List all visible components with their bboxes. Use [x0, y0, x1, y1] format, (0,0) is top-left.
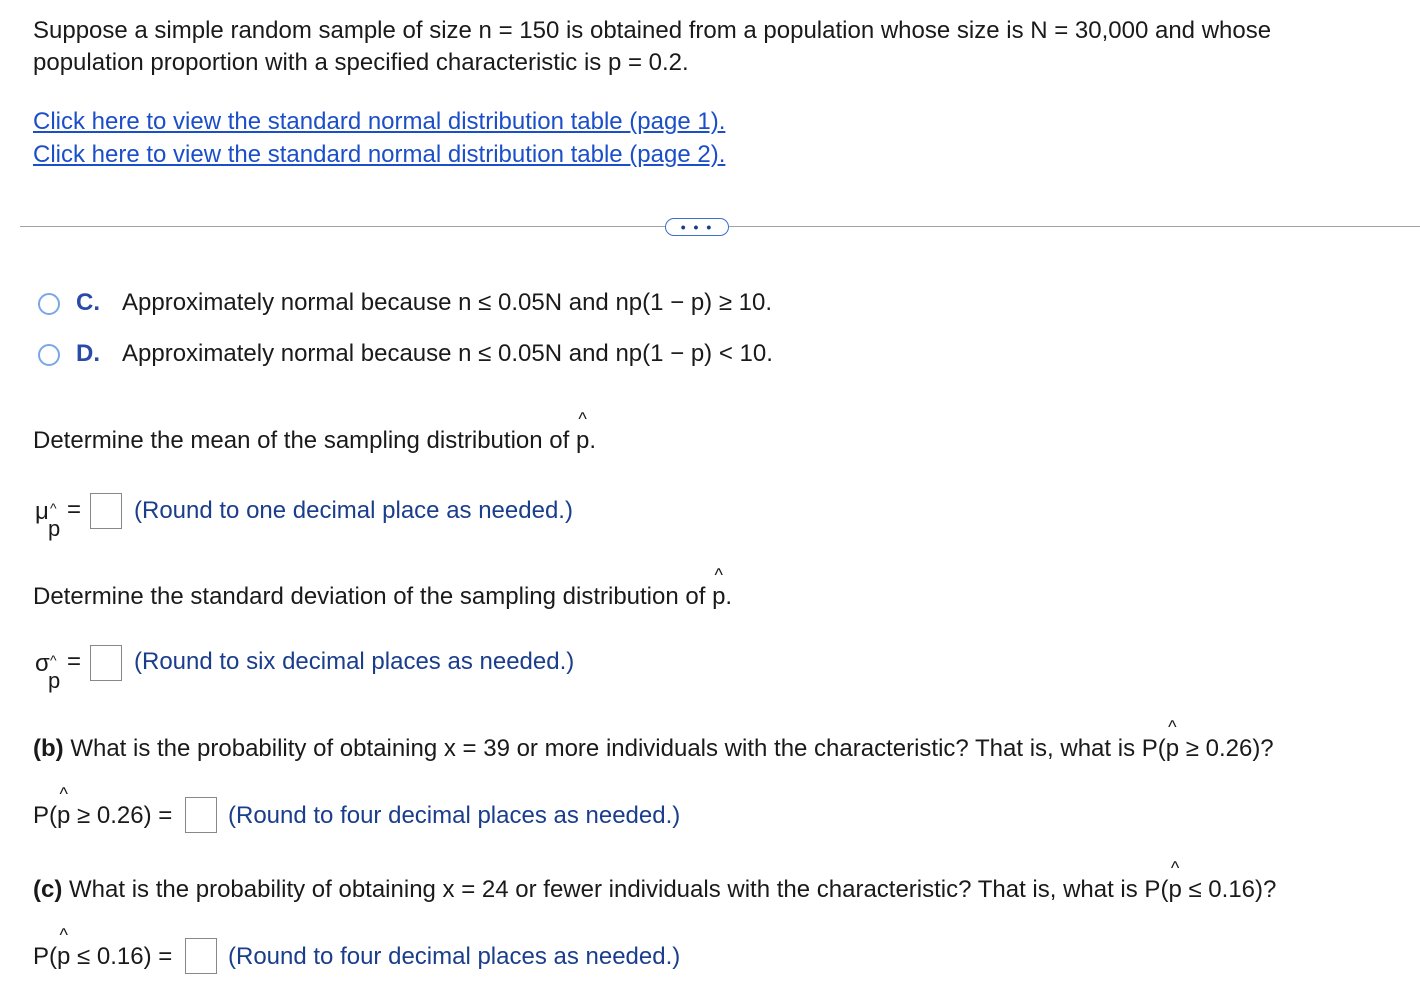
option-c-text: Approximately normal because n ≤ 0.05N and np(1 − p) ≥ 10.: [122, 289, 773, 316]
option-d-radio[interactable]: [38, 344, 60, 366]
option-d-text: Approximately normal because n ≤ 0.05N and np(1 − p) < 10.: [122, 340, 773, 367]
mean-symbol: μ ^ p =: [35, 496, 82, 541]
problem-statement-line1: Suppose a simple random sample of size n = 150 is obtained from a population whose size is N = 30,000 and whose: [33, 17, 1272, 44]
mean-hint: (Round to one decimal place as needed.): [134, 497, 573, 524]
part-c-answer-input[interactable]: [185, 938, 217, 974]
part-b-answer-input[interactable]: [185, 797, 217, 833]
option-c-letter: C.: [76, 289, 100, 316]
part-c-question: (c) What is the probability of obtaining x = 24 or fewer individuals with the characteristic? That is, what is P(^ p ≤ 0.16)?: [33, 874, 1276, 906]
mean-prompt: Determine the mean of the sampling distribution of ^ p.: [33, 425, 596, 457]
part-b-answer-label: P(^ p ≥ 0.26) =: [33, 800, 172, 832]
mean-answer-input[interactable]: [90, 493, 122, 529]
sd-answer-input[interactable]: [90, 645, 122, 681]
part-c-answer-label: P(^ p ≤ 0.16) =: [33, 941, 172, 973]
normal-table-page2-link[interactable]: Click here to view the standard normal distribution table (page 2).: [33, 141, 726, 168]
normal-table-page1-link[interactable]: Click here to view the standard normal distribution table (page 1).: [33, 108, 726, 135]
ellipsis-icon: • • •: [680, 219, 714, 235]
part-b-hint: (Round to four decimal places as needed.): [228, 802, 681, 829]
option-c-radio[interactable]: [38, 293, 60, 315]
show-more-button[interactable]: [665, 218, 729, 236]
sd-hint: (Round to six decimal places as needed.): [134, 648, 575, 675]
problem-statement-line2: population proportion with a specified characteristic is p = 0.2.: [33, 49, 689, 76]
option-d-letter: D.: [76, 340, 100, 367]
part-c-hint: (Round to four decimal places as needed.): [228, 943, 681, 970]
sd-prompt: Determine the standard deviation of the sampling distribution of ^ p.: [33, 581, 732, 613]
sd-symbol: σ ^ p =: [35, 648, 82, 693]
part-b-question: (b) What is the probability of obtaining x = 39 or more individuals with the characteristic? That is, what is P(^ p ≥ 0.26)?: [33, 733, 1274, 765]
